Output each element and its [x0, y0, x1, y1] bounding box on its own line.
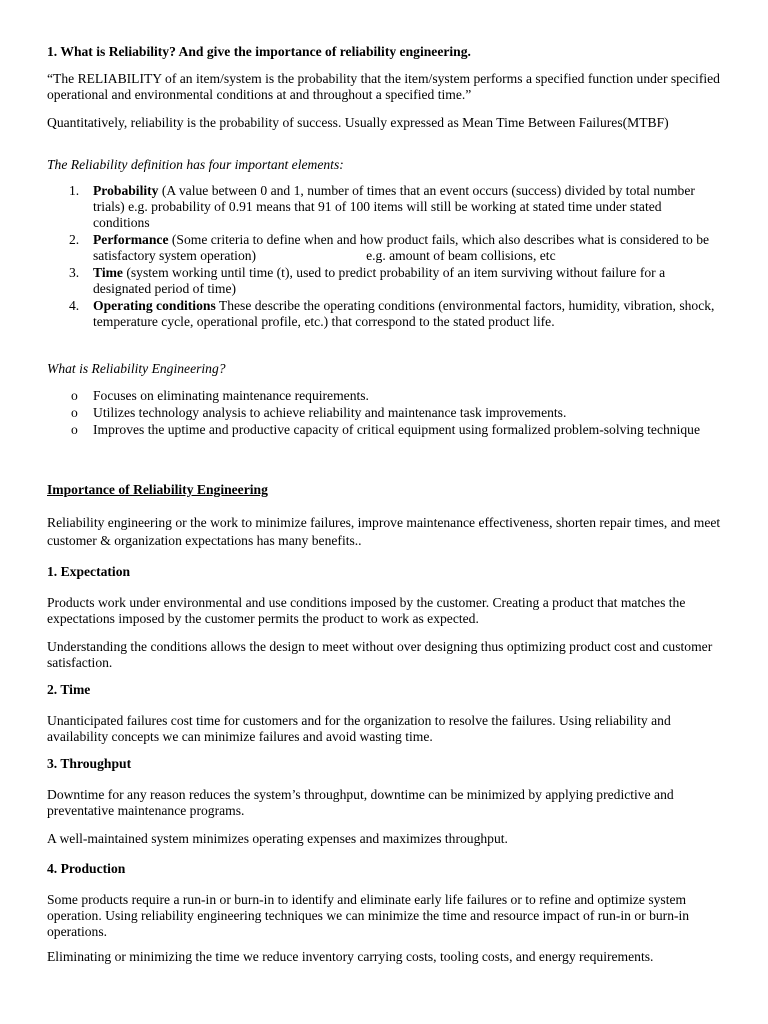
bullet-text: Focuses on eliminating maintenance requirements.	[93, 388, 369, 403]
element-example: e.g. amount of beam collisions, etc	[366, 248, 556, 263]
section-heading-throughput: 3. Throughput	[47, 756, 132, 771]
list-item	[47, 298, 721, 330]
bullet-marker: o	[71, 388, 78, 403]
section-paragraph: Products work under environmental and use conditions imposed by the customer. Creating a product that matches the expectations imposed by the customer permits the product to work as expected.	[47, 595, 686, 626]
list-item	[47, 232, 721, 264]
element-text: (A value between 0 and 1, number of times that an event occurs (success) divided by total number trials) e.g. probability of 0.91 means that 91 of 100 items will still be working at stated time under stated conditions	[93, 183, 695, 230]
element-text: These describe the operating conditions (environmental factors, humidity, vibration, shock, temperature cycle, operational profile, etc.) that correspond to the stated product life.	[93, 298, 715, 329]
bullet-text: Improves the uptime and productive capacity of critical equipment using formalized problem-solving technique	[93, 422, 700, 437]
section-heading-production: 4. Production	[47, 861, 126, 876]
bullet-text: Utilizes technology analysis to achieve reliability and maintenance task improvements.	[93, 405, 567, 420]
element-text: (system working until time (t), used to predict probability of an item surviving without failure for a designated period of time)	[93, 265, 666, 296]
element-text: (Some criteria to define when and how product fails, which also describes what is considered to be satisfactory system operation)	[93, 232, 710, 263]
list-item	[47, 405, 721, 421]
section-paragraph: Downtime for any reason reduces the system’s throughput, downtime can be minimized by applying predictive and preventative maintenance programs.	[47, 787, 674, 818]
element-term: Time	[93, 265, 123, 280]
section-paragraph: Unanticipated failures cost time for customers and for the organization to resolve the failures. Using reliability and availability concepts we can minimize failures and avoid wasting time.	[47, 713, 671, 744]
importance-intro: Reliability engineering or the work to minimize failures, improve maintenance effectiveness, shorten repair times, and meet customer & organization expectations has many benefits..	[47, 515, 721, 548]
quantitative-paragraph: Quantitatively, reliability is the probability of success. Usually expressed as Mean Time Between Failures(MTBF)	[47, 115, 669, 130]
section-heading-time: 2. Time	[47, 682, 91, 697]
list-item	[47, 388, 721, 404]
elements-list	[47, 183, 721, 331]
elements-intro: The Reliability definition has four important elements:	[47, 157, 344, 172]
section-paragraph: A well-maintained system minimizes operating expenses and maximizes throughput.	[47, 831, 508, 846]
re-bullet-list	[47, 388, 721, 439]
bullet-marker: o	[71, 422, 78, 437]
section-paragraph: Understanding the conditions allows the design to meet without over designing thus optimizing product cost and customer satisfaction.	[47, 639, 713, 670]
element-term: Performance	[93, 232, 169, 247]
section-heading-expectation: 1. Expectation	[47, 564, 131, 579]
re-question: What is Reliability Engineering?	[47, 361, 226, 376]
list-item	[47, 265, 721, 297]
list-item	[47, 183, 721, 231]
list-number: 1.	[69, 183, 80, 198]
section-paragraph: Eliminating or minimizing the time we reduce inventory carrying costs, tooling costs, and energy requirements.	[47, 949, 654, 964]
question-title: 1. What is Reliability? And give the importance of reliability engineering.	[47, 44, 471, 59]
bullet-marker: o	[71, 405, 78, 420]
section-paragraph: Some products require a run-in or burn-in to identify and eliminate early life failures or to refine and optimize system operation. Using reliability engineering techniques we can minimize the time and resource impact of run-in or burn-in operations.	[47, 892, 690, 939]
list-number: 3.	[69, 265, 80, 280]
element-term: Probability	[93, 183, 159, 198]
list-item	[47, 422, 721, 438]
reliability-definition: “The RELIABILITY of an item/system is the probability that the item/system performs a specified function under specified operational and environmental conditions at and throughout a specified time.”	[47, 71, 720, 102]
list-number: 2.	[69, 232, 80, 247]
list-number: 4.	[69, 298, 80, 313]
importance-heading: Importance of Reliability Engineering	[47, 482, 268, 497]
element-term: Operating conditions	[93, 298, 216, 313]
